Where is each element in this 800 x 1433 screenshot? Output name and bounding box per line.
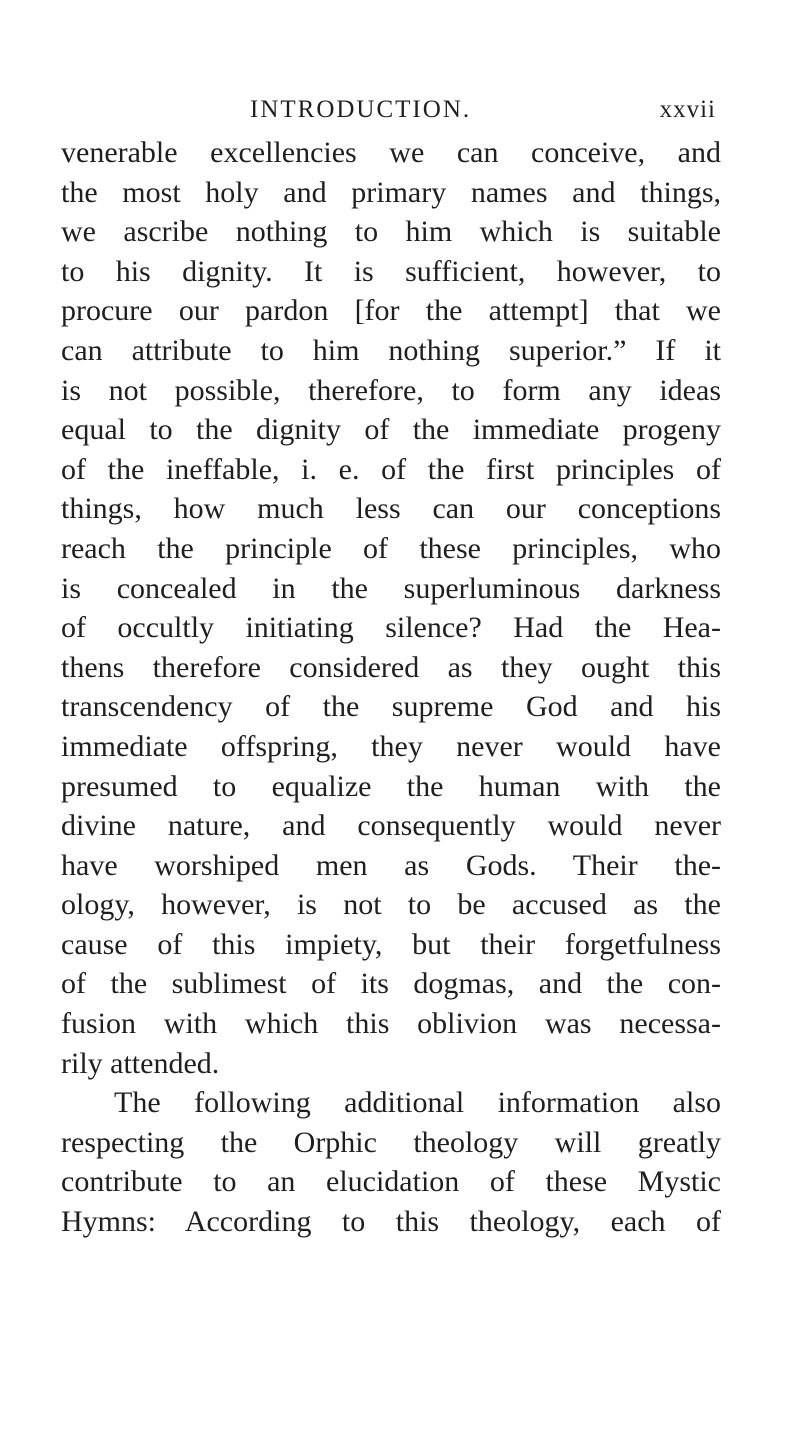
text-line: presumed to equalize the human with the (61, 769, 721, 803)
text-line: equal to the dignity of the immediate progeny (61, 413, 721, 447)
text-line: we ascribe nothing to him which is suitable (61, 215, 721, 249)
text-line: immediate offspring, they never would have (61, 729, 721, 763)
text-line: reach the principle of these principles, who (61, 531, 721, 565)
text-line: contribute to an elucidation of these Mystic (61, 1165, 721, 1199)
text-line: things, how much less can our conceptions (61, 492, 721, 526)
text-line: of the sublimest of its dogmas, and the con- (61, 967, 721, 1001)
text-line: ology, however, is not to be accused as the (61, 888, 721, 922)
text-line: fusion with which this oblivion was necessa- (61, 1007, 721, 1041)
text-line: have worshiped men as Gods. Their the- (61, 848, 721, 882)
page-number: xxvii (659, 96, 716, 123)
text-line: is concealed in the superluminous darkness (61, 571, 721, 605)
text-line: Hymns: According to this theology, each of (61, 1205, 721, 1239)
text-line: divine nature, and consequently would never (61, 809, 721, 843)
text-line: to his dignity. It is sufficient, however, to (61, 254, 721, 288)
text-line: transcendency of the supreme God and his (61, 690, 721, 724)
text-line: procure our pardon [for the attempt] that we (61, 294, 721, 328)
text-line: of the ineffable, i. e. of the first principles of (61, 452, 721, 486)
body-text (61, 133, 721, 1242)
text-line: thens therefore considered as they ought this (61, 650, 721, 684)
text-line: can attribute to him nothing superior.” If it (61, 333, 721, 367)
text-line: of occultly initiating silence? Had the Hea- (61, 611, 721, 645)
text-line: the most holy and primary names and things, (61, 175, 721, 209)
running-head-title: INTRODUCTION. (250, 96, 472, 123)
text-line: venerable excellencies we can conceive, and (61, 136, 721, 169)
paragraph-start-line: The following additional information also (114, 1086, 721, 1120)
paragraph-end-line: rily attended. (61, 1046, 220, 1080)
text-line: respecting the Orphic theology will greatly (61, 1125, 721, 1159)
text-line: cause of this impiety, but their forgetfulness (61, 927, 721, 961)
running-head (250, 96, 716, 136)
text-line: is not possible, therefore, to form any ideas (61, 373, 721, 407)
